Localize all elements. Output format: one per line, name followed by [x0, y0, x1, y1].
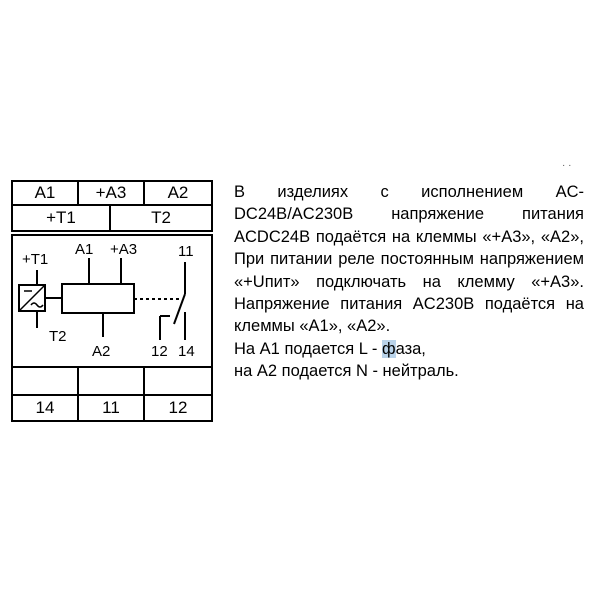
schematic-12-label: 12	[151, 343, 168, 360]
line-a1-suffix: аза,	[395, 339, 426, 358]
schematic-t1-label: +T1	[22, 251, 49, 268]
line-a1-prefix: На А1 подается L -	[234, 339, 382, 358]
terminal-empty-row-frame	[12, 367, 212, 395]
schematic-a1-label: A1	[75, 241, 94, 258]
terminal-14-label: 14	[35, 398, 55, 417]
description-line-a1	[234, 338, 584, 360]
schematic-11-label: 11	[178, 243, 194, 260]
terminal-t1-label: +T1	[46, 208, 76, 227]
description-text	[234, 181, 584, 383]
relay-contact-icon	[160, 262, 185, 340]
converter-icon	[19, 285, 45, 311]
terminal-t2-label: T2	[151, 208, 171, 227]
schematic-a2-label: A2	[92, 343, 111, 360]
terminal-12-label: 12	[168, 398, 188, 417]
terminal-a1-label: A1	[34, 183, 56, 202]
terminal-a3-label: +A3	[95, 183, 127, 202]
schematic-a3-label: +A3	[110, 241, 138, 258]
text-cursor-highlight: ф	[382, 339, 396, 358]
description-line-a2: на А2 подается N - нейтраль.	[234, 362, 459, 381]
terminal-a2-label: A2	[167, 183, 189, 202]
terminal-11-label: 11	[102, 398, 120, 417]
schematic-t2-label: T2	[49, 328, 67, 345]
description-paragraph: В изделиях с исполнением AC-DC24B/AC230B напряжение питания ACDC24B подаётся на клеммы «+А3», «А2», При питании реле постоянным напряжением «+Uпит» подключать на клемму «+А3». Напряжение питания AC230B подаётся на клеммы «А1», «А2».	[234, 183, 584, 336]
schematic-14-label: 14	[178, 343, 195, 360]
relay-coil-icon	[62, 284, 134, 313]
stray-dots: · ·	[562, 160, 572, 171]
